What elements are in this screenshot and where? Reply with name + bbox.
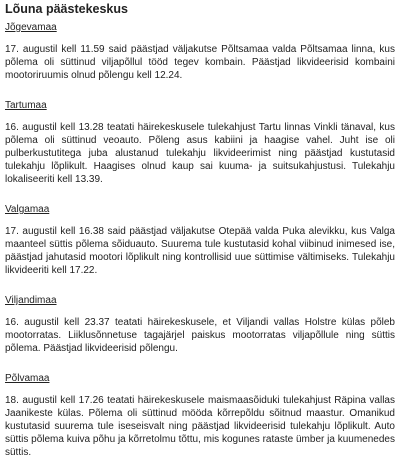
- region-heading-polvamaa: Põlvamaa: [5, 373, 50, 384]
- page-title: Lõuna päästekeskus: [5, 2, 128, 16]
- region-heading-viljandimaa: Viljandimaa: [5, 295, 57, 306]
- report-paragraph: 17. augustil kell 11.59 said päästjad väljakutse Põltsamaa valda Põltsamaa linna, kus põlema oli süttinud viljapõllul tööd tegev kombain. Päästjad likvideerisid kombaini mootoriruumis olnud põlengu kell 12.24.: [5, 44, 395, 81]
- report-paragraph: 16. augustil kell 13.28 teatati häirekeskusele tulekahjust Tartu linnas Vinkli tänaval, kus põlema oli süttinud veoauto. Põleng asus kabiini ja haagise vahel. Juht ise oli pulberkustutitega juba alustanud tulekahju likvideerimist ning päästjad kustutasid tulekahju lõplikult. Haagises olnud kaup sai kuuma- ja suitsukahjustusi. Tulekahju lokaliseeriti kell 13.39.: [5, 122, 395, 185]
- report-paragraph: 16. augustil kell 23.37 teatati häirekeskusele, et Viljandi vallas Holstre külas põleb mootorratas. Liiklusõnnetuse tagajärjel paiskus mootorratas viljapõllule ning süttis põlema. Päästjad likvideerisid põlengu.: [5, 317, 395, 354]
- region-heading-jogevamaa: Jõgevamaa: [5, 22, 57, 33]
- region-heading-tartumaa: Tartumaa: [5, 100, 47, 111]
- region-heading-valgamaa: Valgamaa: [5, 204, 50, 215]
- report-paragraph: 18. augustil kell 17.26 teatati häirekeskusele maismaasõiduki tulekahjust Räpina vallas Jaanikeste külas. Põlema oli süttinud mööda kõrrepõldu sõitnud maastur. Omanikud kustutasid suurema tule iseseisvalt ning päästjad likvideerisid tulekahju lõplikult. Auto süttis põlema kuiva põhu ja kõrretolmu tõttu, mis kogunes rataste ümber ja kuumenedes süttis.: [5, 395, 395, 458]
- report-paragraph: 17. augustil kell 16.38 said päästjad väljakutse Otepää valda Puka alevikku, kus Valga maanteel süttis põlema sõiduauto. Suurema tule kustutasid kohal viibinud inimesed ise, päästjad jahutasid mootori lõplikult ning kontrollisid uue süttimise vältimiseks. Tulekahju likvideeriti kell 17.22.: [5, 226, 395, 276]
